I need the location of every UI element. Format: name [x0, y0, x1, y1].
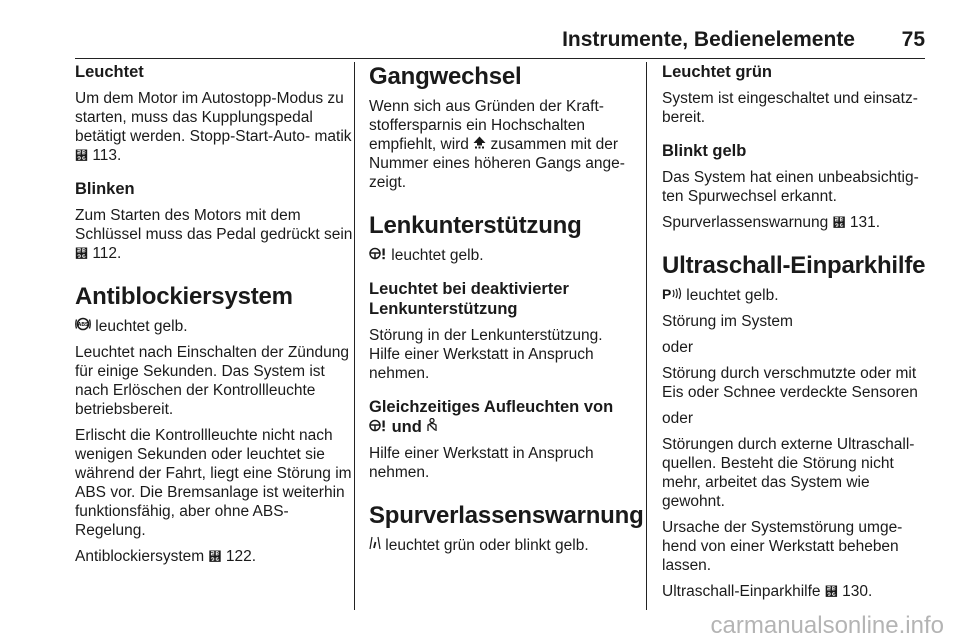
para-spur-ref: Spurverlassenswarnung ⮖ 131.: [662, 214, 881, 231]
para-lenk: leuchtet gelb.: [369, 246, 635, 265]
column-2: [369, 62, 644, 562]
page-ref-130[interactable]: 130.: [842, 583, 873, 600]
column-1: [75, 62, 357, 573]
page-ref-131[interactable]: 131.: [849, 214, 881, 231]
column-divider-2: [646, 62, 647, 610]
para-abs-1: Leuchtet nach Einschalten der Zündung für einige Sekunden. Das System ist nach Erlöschen der Kontrollleuchte betriebsbereit.: [75, 344, 350, 418]
heading-lenkunterstuetzung: Lenkunterstützung: [369, 212, 582, 239]
page-ref-arrow-icon: ⮖: [832, 215, 846, 230]
para-oder-2: oder: [662, 410, 694, 427]
seatbelt-icon: [426, 417, 438, 437]
para-ursache: Ursache der Systemstörung umge- hend von einer Werkstatt beheben lassen.: [662, 519, 903, 574]
heading-antiblockiersystem: Antiblockiersystem: [75, 283, 293, 310]
lane-departure-icon: [369, 536, 381, 555]
steering-warning-icon: [369, 417, 387, 437]
watermark: carmanualsonline.info: [710, 612, 944, 639]
page-header-title: Instrumente, Bedienelemente: [562, 28, 855, 51]
para-stoerung: Störung im System: [662, 313, 793, 330]
page-ref-arrow-icon: ⮖: [824, 584, 838, 599]
para-eis: Störung durch verschmutzte oder mit Eis oder Schnee verdeckte Sensoren: [662, 365, 918, 401]
page-ref-arrow-icon: ⮖: [75, 246, 88, 261]
para-blinken: Zum Starten des Motors mit dem Schlüssel muss das Pedal gedrückt sein ⮖ 112.: [75, 207, 353, 262]
heading-gangwechsel: Gangwechsel: [369, 63, 522, 90]
para-gelb: Das System hat einen unbeabsichtig- ten Spurwechsel erkannt.: [662, 169, 919, 205]
para-abs-ref: Antiblockiersystem ⮖ 122.: [75, 548, 256, 565]
abs-warning-icon: [75, 317, 91, 336]
column-3: [662, 62, 928, 608]
page-ref-122[interactable]: 122.: [225, 548, 256, 565]
park-assist-icon: [662, 286, 682, 305]
para-leuchtet: Um dem Motor im Autostopp-Modus zu starten, muss das Kupplungspedal betätigt werden. Stopp-Start-Auto- matik ⮖ 113.: [75, 90, 352, 164]
steering-warning-icon: [369, 246, 387, 265]
heading-leuchtet: Leuchtet: [75, 63, 144, 81]
heading-blinken: Blinken: [75, 180, 135, 198]
heading-ultraschall: Ultraschall-Einparkhilfe: [662, 252, 926, 279]
para-extern: Störungen durch externe Ultraschall- quellen. Besteht die Störung nicht mehr, arbeitet das System wie gewohnt.: [662, 436, 915, 510]
para-abs-icon: ABS leuchtet gelb.: [75, 317, 357, 336]
para-abs-2: Erlischt die Kontrollleuchte nicht nach wenigen Sekunden oder leuchtet sie während der Fahrt, liegt eine Störung im ABS vor. Die Bremsanlage ist weiterhin funktionsfähig, aber ohne ABS-Regelung.: [75, 427, 352, 539]
page-ref-112[interactable]: 112.: [92, 245, 122, 262]
para-gleichzeitig: Hilfe einer Werkstatt in Anspruch nehmen.: [369, 445, 594, 481]
para-deaktiviert: Störung in der Lenkunterstützung. Hilfe einer Werkstatt in Anspruch nehmen.: [369, 327, 603, 382]
heading-leuchtet-gruen: Leuchtet grün: [662, 63, 772, 81]
svg-text:P: P: [662, 287, 672, 300]
page-header: [75, 26, 925, 59]
page-ref-113[interactable]: 113.: [92, 147, 122, 164]
para-spur: leuchtet grün oder blinkt gelb.: [369, 536, 635, 555]
heading-deaktiviert: Leuchtet bei deaktivierter Lenkunterstützung: [369, 280, 569, 318]
heading-blinkt-gelb: Blinkt gelb: [662, 142, 747, 160]
para-gangwechsel: Wenn sich aus Gründen der Kraft- stoffersparnis ein Hochschalten empfiehlt, wird zusammen mit der Nummer eines höheren Gangs ange- zeigt.: [369, 98, 625, 191]
page-number: 75: [901, 28, 925, 51]
heading-gleichzeitig: Gleichzeitiges Aufleuchten von und: [369, 398, 614, 436]
para-ultra-icon: P leuchtet gelb.: [662, 287, 779, 304]
shift-up-icon: [473, 135, 486, 154]
heading-spurverlassenswarnung: Spurverlassenswarnung: [369, 502, 644, 529]
para-oder-1: oder: [662, 339, 694, 356]
para-gruen: System ist eingeschaltet und einsatz- bereit.: [662, 90, 918, 126]
svg-text:ABS: ABS: [77, 322, 89, 328]
para-ultra-ref: Ultraschall-Einparkhilfe ⮖ 130.: [662, 583, 873, 600]
page-ref-arrow-icon: ⮖: [208, 549, 222, 564]
page-ref-arrow-icon: ⮖: [75, 148, 88, 163]
